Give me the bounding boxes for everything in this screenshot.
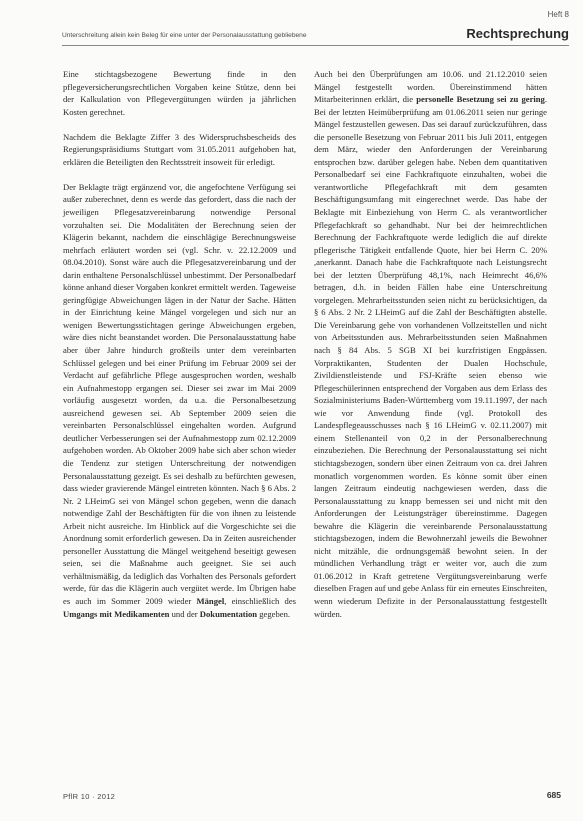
- paragraph: Nachdem die Beklagte Ziffer 3 des Widerspruchsbescheids des Regierungspräsidiums Stuttgart vom 31.05.2011 aufgehoben hat, erklären die Beteiligten den Rechtsstreit insoweit für erledigt.: [63, 131, 296, 167]
- paragraph-text: gegeben.: [257, 608, 291, 619]
- paragraph-text: und der: [169, 608, 200, 619]
- paragraph: [314, 68, 547, 620]
- issue-tag: Heft 8: [547, 10, 569, 19]
- bold-term: Umgangs mit Medikamenten: [63, 608, 170, 619]
- paragraph-text: , einschließlich des: [224, 595, 296, 606]
- bold-term: Mängel: [196, 595, 225, 606]
- left-column: [63, 68, 296, 620]
- bold-term: personelle Besetzung sei zu gering: [416, 94, 545, 105]
- paragraph-text: Auch bei den Überprüfungen am 10.06. und 21.12.2010 seien Mängel festgestellt worden. Übereinstimmend hätten Mitarbeiterinnen erklärt, die: [314, 69, 547, 105]
- section-title: Rechtsprechung: [466, 26, 569, 41]
- paragraph: Eine stichtagsbezogene Bewertung finde in den pflegeversicherungsrechtlichen Vorgaben keine Stütze, denn bei der Kalkulation von Pflegevergütungen würden ja jährlichen Kosten gerechnet.: [63, 69, 296, 117]
- bold-term: Dokumentation: [199, 608, 258, 619]
- page-number: 685: [546, 790, 561, 800]
- paragraph: [63, 181, 296, 620]
- running-headline: Unterschreitung allein kein Beleg für eine unter der Personalausstattung gebliebene: [62, 32, 307, 39]
- paragraph-text: Der Beklagte trägt ergänzend vor, die angefochtene Verfügung sei außer zuberechnet, denn es werde das gefordert, dass die nach der jeweiligen Pflegesatzvereinbarung notwendige Personal vorzuhalten sei. Die Modalitäten der Berechnung seien der Klägerin bekannt, nachdem die einschlägige Berechnungsweise mehrfach erläutert worden sei (vgl. Schr. v. 22.12.2009 und 08.04.2010). Sonst wäre auch die Pflegesatzvereinbarung und der darin enthaltene Personalschlüssel unbestimmt. Der Personalbedarf könne anhand dieser Vorgaben konkret ermittelt werden. Tageweise geringfügige Abweichungen lägen in der Natur der Sache. Hätten in der Einrichtung keine Mängel vorgelegen und sich nur an wenigen Bewertungsstichtagen geringe Abweichungen ergeben, wäre dies nicht beanstandet worden. Die Personalausstattung habe aber über Jahre hindurch großteils unter dem vereinbarten Schlüssel gelegen und bei einer Prüfung im Februar 2009 sei der Verdacht auf gefährliche Pflege ausgesprochen worden, weshalb ein Aufnahmestopp ergangen sei. Dieser sei zwar im Mai 2009 vorläufig ausgesetzt worden, da u.a. die Personalbesetzung ausreichend gewesen sei. Ab September 2009 seien die vereinbarten Personalschlüssel eingehalten worden. Aufgrund deutlicher Verbesserungen sei der Aufnahmestopp zum 02.12.2009 aufgehoben worden. Ab Oktober 2009 habe sich aber schon wieder die Tendenz zur stetigen Unterschreitung der notwendigen Personalausstattung gezeigt. Es sei deshalb zu befürchten gewesen, dass wieder gravierende Mängel eintreten könnten. Nach § 6 Abs. 2 Nr. 2 LHeimG sei von Mängel schon gegeben, wenn die danach notwendige Zahl der Beschäftigten für die von ihnen zu leistende Arbeit nicht ausreiche. Im Hinblick auf die Vorgeschichte sei die Anordnung somit erforderlich gewesen. Da in Zeiten ausreichender personeller Ausstattung die Mängel weitgehend beseitigt gewesen seien, sei die Maßnahme auch geeignet. Sie sei auch verhältnismäßig, da lediglich das Vorhalten des Personals gefordert werde, für das die Klägerin auch vergütet werde. Im Übrigen habe es auch im Sommer 2009 wieder: [63, 181, 296, 606]
- journal-footer: PflR 10 · 2012: [63, 792, 116, 801]
- page-header: [0, 24, 583, 50]
- right-column: [314, 68, 547, 620]
- header-rule: [62, 45, 569, 46]
- paragraph-text: . Bei der letzten Heimüberprüfung am 01.06.2011 seien nur geringe Mängel festzustellen gewesen. Das sei darauf zurückzuführen, dass die personelle Besetzung von Februar 2011 bis Juli 2011, entgegen dem März, wieder den Anforderungen der Vereinbarung entsprochen bzw. darüber gelegen habe. Neben dem quantitativen Personalbedarf sei eine Fachkraftquote einzuhalten, wobei die verantwortliche Pflegefachkraft mit dem gesamten Beschäftigungsumfang mit eingerechnet werde. Das habe der Beklagte mit Einbeziehung von Herrn C. als verantwortlicher Pflegefachkraft so gehandhabt. Nur bei der heimrechtlichen Berechnung der Fachkraftquote werde lediglich die auf direkte pflegerische Tätigkeit entfallende Quote, hier bei Herrn C. 20% ,anerkannt. Danach habe die Fachkraftquote nach Leistungsrecht bei der letzten Überprüfung 48,1%, nach Heimrecht 46,6% betragen, d.h. in beiden Fällen habe eine Unterschreitung vorgelegen. Mehrarbeitsstunden seien nicht zu berücksichtigen, da § 6 Abs. 2 Nr. 2 LHeimG auf die Zahl der Beschäftigten abstelle. Die Vereinbarung gehe von vorhandenen Vollzeitstellen und nicht von Arbeitsstunden aus. Mehrarbeitsstunden seien Maßnahmen nach § 84 Abs. 5 SGB XI bei kurzfristigen Engpässen. Vorpraktikanten, Studenten der Dualen Hochschule, Zivildienstleistende und FSJ-Kräfte seien ebenso wie Pflegeschülerinnen entsprechend der Vorgaben aus dem Erlass des Sozialministeriums Baden-Württemberg vom 19.11.1997, der nach wie vor Anwendung finde (vgl. Protokoll des Landespflegeausschusses nach § 16 LHeimG v. 02.11.2007) mit einem Stellenanteil von 0,2 in der Personalberechnung einzubeziehen. Die Berechnung der Personalausstattung sei nicht stichtagsbezogen, sondern über einen Zeitraum von ca. drei Jahren monatlich vorgenommen worden. Es könne somit über einen langen Zeitraum eindeutig nachgewiesen werden, dass die Personalausstattung zu knapp bemessen sei und nicht mit den Anforderungen der Leistungsträger übereinstimme. Dagegen bewahre die Klägerin die vereinbarende Personalausstattung stichtagsbezogen, indem die Bewohnerzahl jeweils die Bewohner nicht mitzähle, die ordnungsgemäß bewohnt seien. In der mündlichen Verhandlung trägt er weiter vor, auch die zum 01.06.2012 in Kraft getretene Vergütungsvereinbarung werfe dieselben Fragen auf und gebe Anlass für ein erneutes Einschreiten, wenn wiederum Defizite in der Personalausstattung festgestellt würden.: [314, 94, 548, 619]
